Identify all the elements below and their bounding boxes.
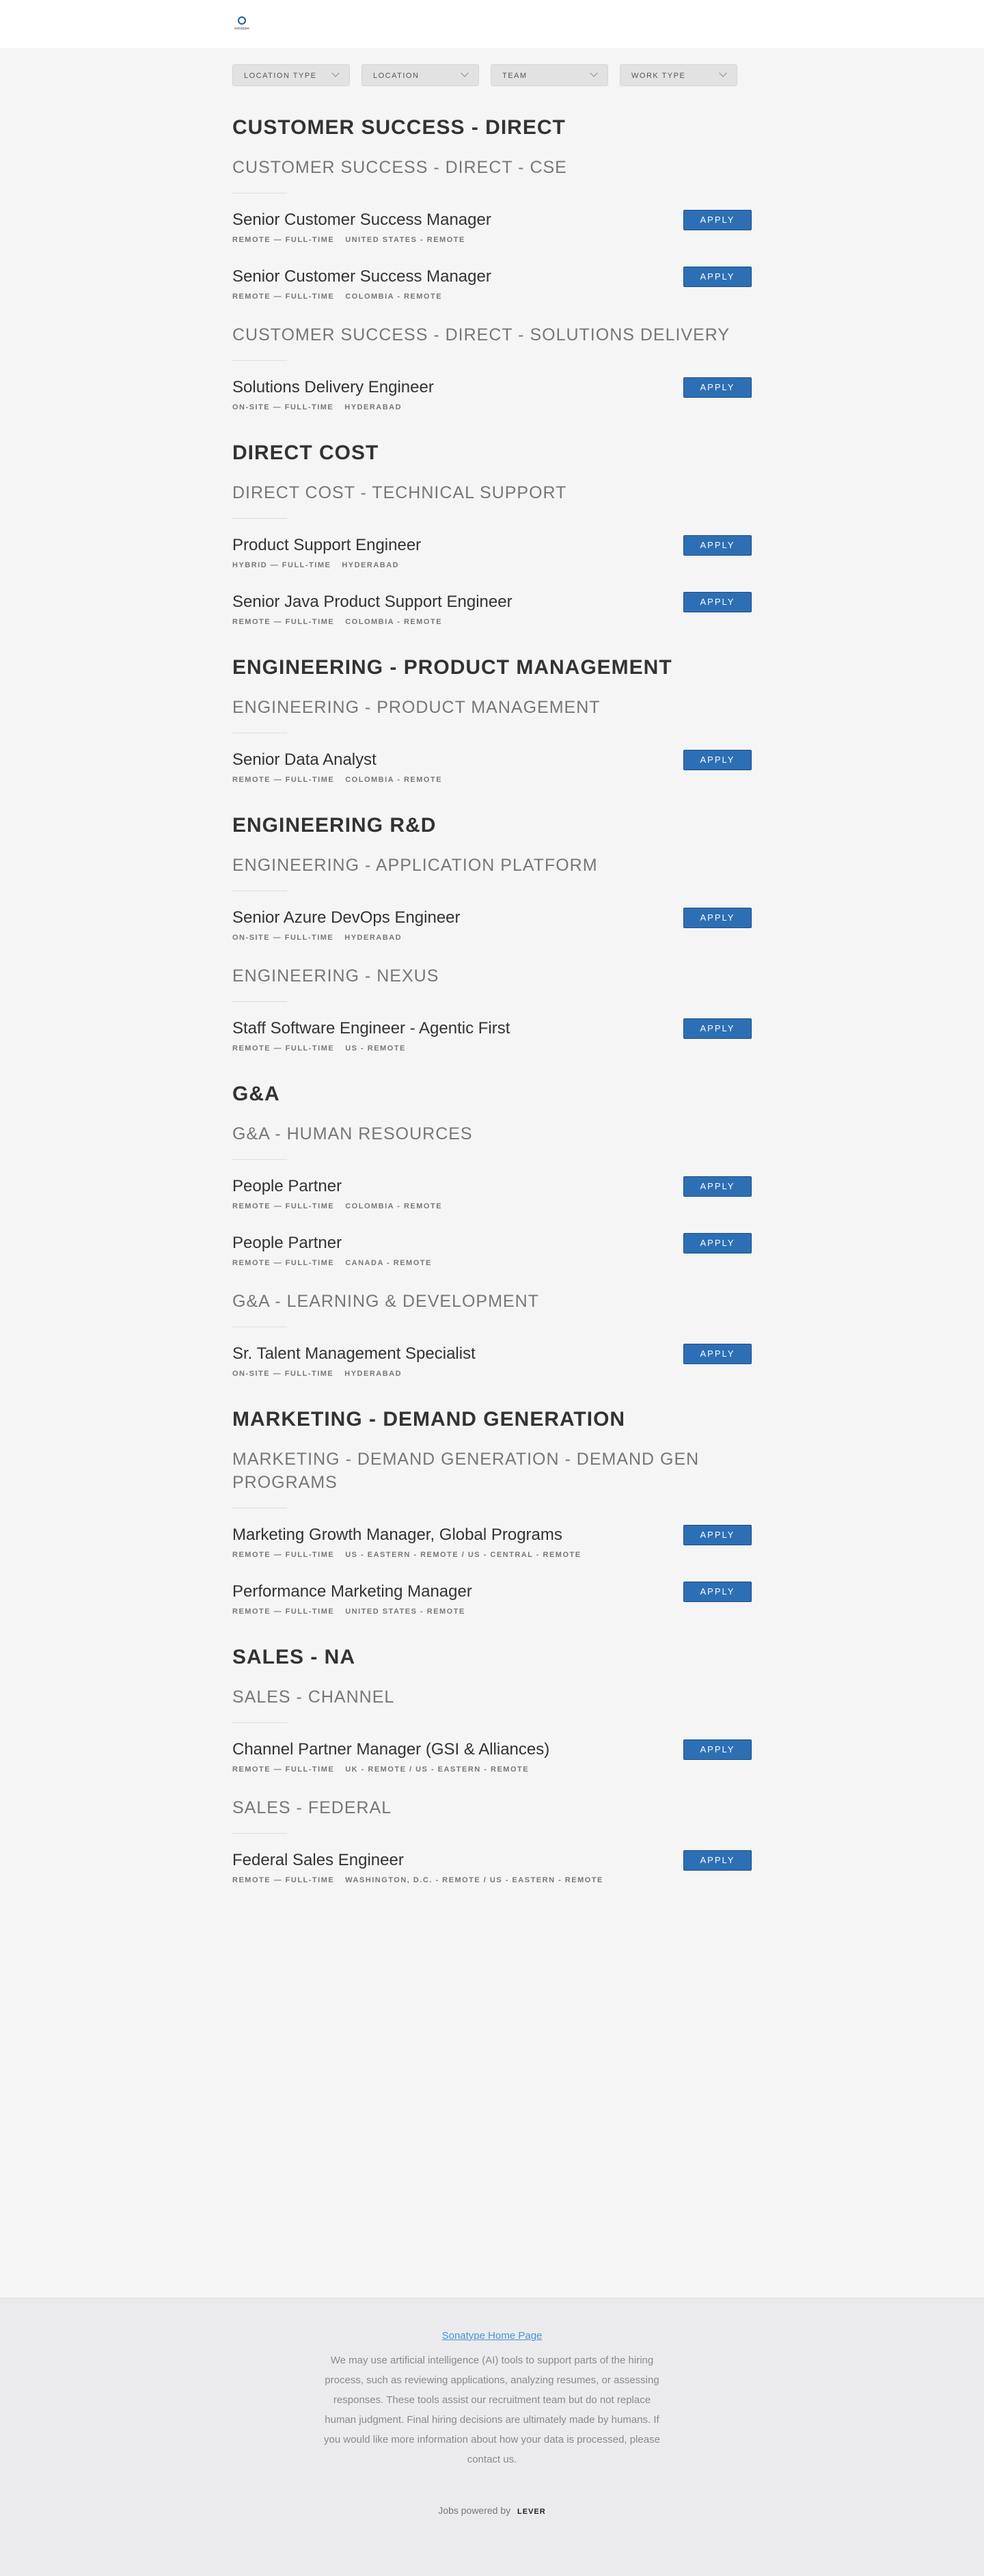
job-location: COLOMBIA - REMOTE bbox=[345, 1202, 443, 1210]
apply-button[interactable]: APPLY bbox=[683, 1739, 752, 1760]
department-title: ENGINEERING - PRODUCT MANAGEMENT bbox=[232, 656, 672, 679]
job-title-link[interactable]: Federal Sales Engineer bbox=[232, 1851, 404, 1869]
job-title-link[interactable]: Solutions Delivery Engineer bbox=[232, 378, 434, 396]
job-commitment: REMOTE — FULL-TIME bbox=[232, 1608, 335, 1616]
job-posting[interactable] bbox=[232, 750, 752, 788]
job-location: HYDERABAD bbox=[344, 403, 402, 411]
job-commitment: REMOTE — FULL-TIME bbox=[232, 1202, 335, 1210]
job-location: UNITED STATES - REMOTE bbox=[345, 236, 465, 244]
job-title-link[interactable]: Senior Azure DevOps Engineer bbox=[232, 908, 461, 927]
team-group bbox=[232, 854, 752, 946]
apply-button[interactable]: APPLY bbox=[683, 535, 752, 556]
department-title: G&A bbox=[232, 1083, 280, 1105]
team-title: G&A - LEARNING & DEVELOPMENT bbox=[232, 1292, 539, 1311]
divider bbox=[232, 518, 287, 519]
powered-by[interactable] bbox=[0, 2505, 984, 2516]
job-location: HYDERABAD bbox=[344, 934, 402, 942]
job-title-link[interactable]: Senior Data Analyst bbox=[232, 750, 377, 769]
job-meta bbox=[232, 1551, 752, 1559]
job-title-link[interactable]: Performance Marketing Manager bbox=[232, 1582, 472, 1601]
postings-list bbox=[232, 116, 752, 1914]
job-posting[interactable] bbox=[232, 1739, 752, 1778]
job-posting[interactable] bbox=[232, 1582, 752, 1620]
apply-button[interactable]: APPLY bbox=[683, 1018, 752, 1039]
job-commitment: REMOTE — FULL-TIME bbox=[232, 236, 335, 244]
apply-button[interactable]: APPLY bbox=[683, 592, 752, 612]
job-title-link[interactable]: Senior Java Product Support Engineer bbox=[232, 593, 512, 611]
department-group bbox=[232, 1083, 752, 1382]
job-posting[interactable] bbox=[232, 267, 752, 305]
job-posting[interactable] bbox=[232, 1176, 752, 1215]
job-meta bbox=[232, 776, 752, 784]
job-title-link[interactable]: Sr. Talent Management Specialist bbox=[232, 1344, 476, 1363]
department-group bbox=[232, 1646, 752, 1888]
job-meta bbox=[232, 1370, 752, 1378]
filter-location[interactable] bbox=[361, 64, 479, 86]
department-group bbox=[232, 1408, 752, 1620]
job-title-link[interactable]: Product Support Engineer bbox=[232, 536, 422, 554]
chevron-down-icon bbox=[331, 69, 339, 77]
apply-button[interactable]: APPLY bbox=[683, 908, 752, 928]
apply-button[interactable]: APPLY bbox=[683, 210, 752, 230]
filter-work-type[interactable] bbox=[620, 64, 737, 86]
powered-by-text: Jobs powered by bbox=[438, 2505, 511, 2516]
job-posting[interactable] bbox=[232, 377, 752, 416]
job-posting[interactable] bbox=[232, 1018, 752, 1057]
team-group bbox=[232, 1122, 752, 1271]
job-location: COLOMBIA - REMOTE bbox=[345, 776, 443, 784]
divider bbox=[232, 1001, 287, 1002]
filter-label: WORK TYPE bbox=[631, 72, 686, 80]
job-location: CANADA - REMOTE bbox=[345, 1259, 432, 1267]
job-commitment: REMOTE — FULL-TIME bbox=[232, 776, 335, 784]
apply-button[interactable]: APPLY bbox=[683, 1176, 752, 1197]
job-title-link[interactable]: Senior Customer Success Manager bbox=[232, 267, 491, 286]
department-group bbox=[232, 442, 752, 630]
team-title: SALES - FEDERAL bbox=[232, 1798, 392, 1817]
job-meta bbox=[232, 293, 752, 301]
job-commitment: REMOTE — FULL-TIME bbox=[232, 1044, 335, 1053]
ai-disclaimer: We may use artificial intelligence (AI) tools to support parts of the hiring process, such as reviewing applications, analyzing resumes, or assessing responses. These tools assist our recruitment team but do not replace human judgment. Final hiring decisions are ultimately made by humans. If you would like more information about how your data is processed, please contact us. bbox=[324, 2355, 660, 2465]
team-group bbox=[232, 1448, 752, 1620]
filter-team[interactable] bbox=[491, 64, 608, 86]
home-page-link[interactable]: Sonatype Home Page bbox=[441, 2330, 543, 2342]
team-group bbox=[232, 696, 752, 788]
team-group bbox=[232, 1290, 752, 1382]
team-group bbox=[232, 156, 752, 305]
team-group bbox=[232, 1685, 752, 1778]
lever-logo[interactable]: LEVER bbox=[517, 2508, 546, 2516]
job-commitment: REMOTE — FULL-TIME bbox=[232, 1876, 335, 1884]
chevron-down-icon bbox=[590, 69, 597, 77]
job-meta bbox=[232, 934, 752, 942]
job-commitment: ON-SITE — FULL-TIME bbox=[232, 403, 334, 411]
job-title-link[interactable]: People Partner bbox=[232, 1234, 342, 1252]
divider bbox=[232, 1833, 287, 1834]
filter-label: TEAM bbox=[502, 72, 528, 80]
job-commitment: REMOTE — FULL-TIME bbox=[232, 1259, 335, 1267]
filter-location-type[interactable] bbox=[232, 64, 350, 86]
job-location: HYDERABAD bbox=[342, 561, 400, 569]
department-title: ENGINEERING R&D bbox=[232, 814, 437, 837]
footer bbox=[0, 2298, 984, 2576]
department-title: SALES - NA bbox=[232, 1646, 356, 1668]
job-posting[interactable] bbox=[232, 535, 752, 573]
company-logo[interactable] bbox=[232, 15, 251, 33]
team-group bbox=[232, 323, 752, 416]
team-title: ENGINEERING - NEXUS bbox=[232, 966, 439, 986]
team-group bbox=[232, 1796, 752, 1888]
filter-label: LOCATION TYPE bbox=[244, 72, 317, 80]
apply-button[interactable]: APPLY bbox=[683, 1525, 752, 1545]
apply-button[interactable]: APPLY bbox=[683, 1344, 752, 1364]
filter-bar bbox=[232, 64, 738, 86]
department-group bbox=[232, 116, 752, 416]
apply-button[interactable]: APPLY bbox=[683, 750, 752, 770]
job-location: UK - REMOTE / US - EASTERN - REMOTE bbox=[345, 1765, 530, 1774]
divider bbox=[232, 1159, 287, 1160]
job-location: US - REMOTE bbox=[345, 1044, 406, 1053]
top-bar bbox=[0, 0, 984, 48]
team-group bbox=[232, 481, 752, 630]
job-posting[interactable] bbox=[232, 1344, 752, 1382]
apply-button[interactable]: APPLY bbox=[683, 267, 752, 287]
job-title-link[interactable]: Marketing Growth Manager, Global Programs bbox=[232, 1526, 562, 1544]
job-title-link[interactable]: People Partner bbox=[232, 1177, 342, 1195]
chevron-down-icon bbox=[719, 69, 726, 77]
job-title-link[interactable]: Senior Customer Success Manager bbox=[232, 211, 491, 229]
job-commitment: ON-SITE — FULL-TIME bbox=[232, 1370, 334, 1378]
job-location: COLOMBIA - REMOTE bbox=[345, 293, 443, 301]
department-group bbox=[232, 656, 752, 788]
job-location: COLOMBIA - REMOTE bbox=[345, 618, 443, 626]
department-title: MARKETING - DEMAND GENERATION bbox=[232, 1408, 626, 1431]
job-meta bbox=[232, 1044, 752, 1053]
job-location: UNITED STATES - REMOTE bbox=[345, 1608, 465, 1616]
job-commitment: REMOTE — FULL-TIME bbox=[232, 1765, 335, 1774]
job-posting[interactable] bbox=[232, 1525, 752, 1563]
job-meta bbox=[232, 403, 752, 411]
divider bbox=[232, 360, 287, 361]
team-title: G&A - HUMAN RESOURCES bbox=[232, 1124, 473, 1143]
job-posting[interactable] bbox=[232, 592, 752, 630]
job-location: HYDERABAD bbox=[344, 1370, 402, 1378]
team-title: ENGINEERING - APPLICATION PLATFORM bbox=[232, 856, 598, 875]
chevron-down-icon bbox=[461, 69, 468, 77]
department-title: DIRECT COST bbox=[232, 442, 379, 464]
department-group bbox=[232, 814, 752, 1057]
apply-button[interactable]: APPLY bbox=[683, 1233, 752, 1253]
job-location: WASHINGTON, D.C. - REMOTE / US - EASTERN - REMOTE bbox=[345, 1876, 603, 1884]
job-commitment: REMOTE — FULL-TIME bbox=[232, 293, 335, 301]
job-meta bbox=[232, 1876, 752, 1884]
job-posting[interactable] bbox=[232, 1850, 752, 1888]
logo-ring-icon bbox=[238, 16, 246, 25]
job-meta bbox=[232, 618, 752, 626]
job-posting[interactable] bbox=[232, 210, 752, 248]
job-posting[interactable] bbox=[232, 1233, 752, 1271]
logo-text: sonatype bbox=[234, 27, 249, 31]
job-commitment: REMOTE — FULL-TIME bbox=[232, 1551, 335, 1559]
job-meta bbox=[232, 236, 752, 244]
job-location: US - EASTERN - REMOTE / US - CENTRAL - REMOTE bbox=[345, 1551, 582, 1559]
apply-button[interactable]: APPLY bbox=[683, 1582, 752, 1602]
job-commitment: ON-SITE — FULL-TIME bbox=[232, 934, 334, 942]
team-title: DIRECT COST - TECHNICAL SUPPORT bbox=[232, 483, 567, 502]
divider bbox=[232, 1722, 287, 1723]
job-title-link[interactable]: Channel Partner Manager (GSI & Alliances) bbox=[232, 1740, 550, 1759]
job-commitment: HYBRID — FULL-TIME bbox=[232, 561, 331, 569]
job-meta bbox=[232, 561, 752, 569]
team-title: MARKETING - DEMAND GENERATION - DEMAND GEN PROGRAMS bbox=[232, 1450, 700, 1492]
job-title-link[interactable]: Staff Software Engineer - Agentic First bbox=[232, 1019, 510, 1038]
job-meta bbox=[232, 1765, 752, 1774]
apply-button[interactable]: APPLY bbox=[683, 377, 752, 398]
team-group bbox=[232, 964, 752, 1057]
team-title: ENGINEERING - PRODUCT MANAGEMENT bbox=[232, 698, 601, 717]
job-meta bbox=[232, 1202, 752, 1210]
job-commitment: REMOTE — FULL-TIME bbox=[232, 618, 335, 626]
job-meta bbox=[232, 1259, 752, 1267]
job-posting[interactable] bbox=[232, 908, 752, 946]
team-title: SALES - CHANNEL bbox=[232, 1687, 395, 1707]
job-meta bbox=[232, 1608, 752, 1616]
team-title: CUSTOMER SUCCESS - DIRECT - SOLUTIONS DELIVERY bbox=[232, 325, 730, 344]
apply-button[interactable]: APPLY bbox=[683, 1850, 752, 1871]
department-title: CUSTOMER SUCCESS - DIRECT bbox=[232, 116, 566, 139]
filter-label: LOCATION bbox=[373, 72, 420, 80]
team-title: CUSTOMER SUCCESS - DIRECT - CSE bbox=[232, 158, 567, 177]
